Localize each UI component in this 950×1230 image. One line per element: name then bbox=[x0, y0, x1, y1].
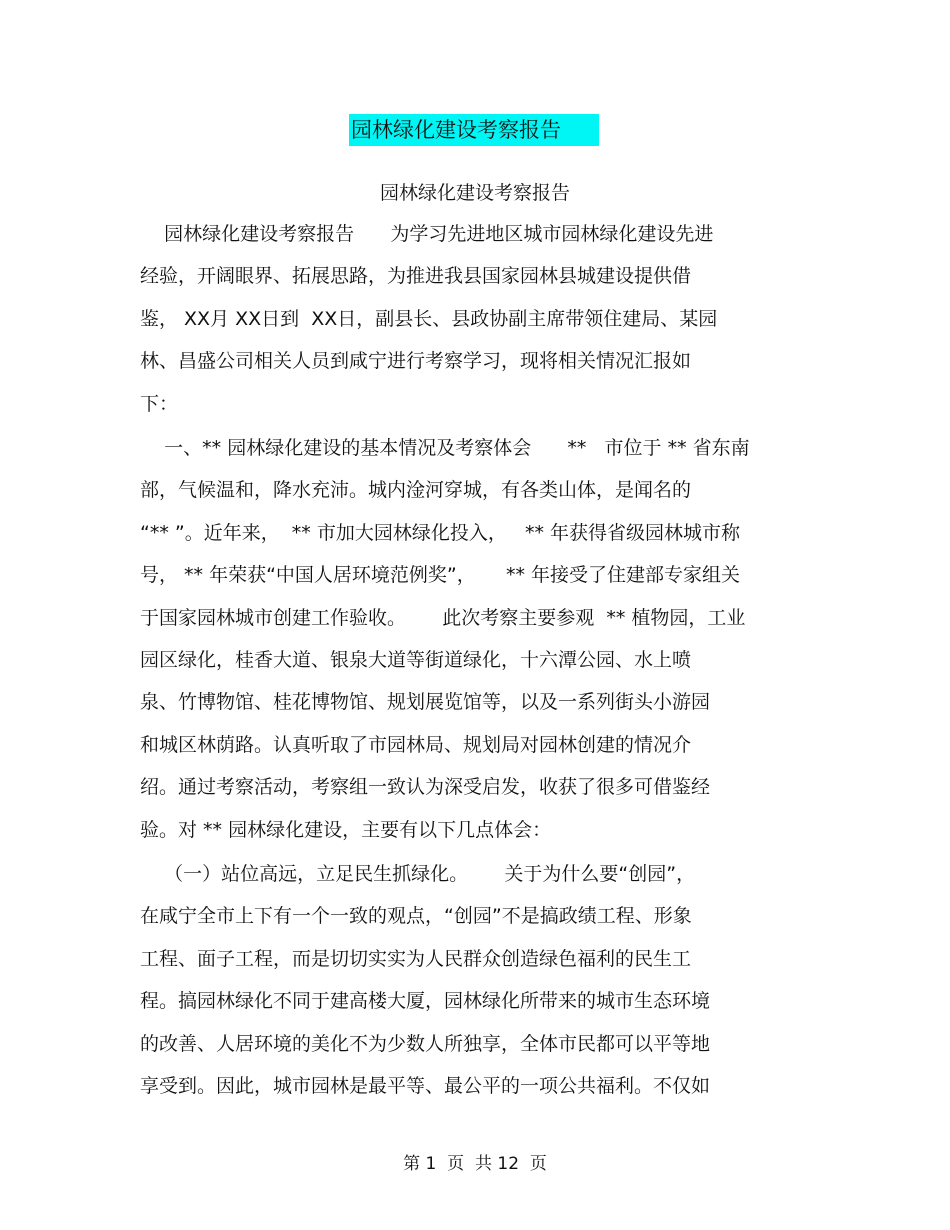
body-line: 在咸宁全市上下有一个一致的观点，“创园”不是搞政绩工程、形象 bbox=[140, 905, 692, 927]
body-line: （一）站位高远，立足民生抓绿化。 关于为什么要“创园”， bbox=[140, 863, 696, 885]
body-line: 园区绿化，桂香大道、银泉大道等街道绿化，十六潭公园、水上喷 bbox=[140, 649, 692, 671]
body-line: 享受到。因此，城市园林是最平等、最公平的一项公共福利。不仅如 bbox=[140, 1075, 711, 1097]
body-line: 园林绿化建设考察报告 为学习先进地区城市园林绿化建设先进 bbox=[140, 223, 714, 245]
body-line: 林、昌盛公司相关人员到咸宁进行考察学习，现将相关情况汇报如 bbox=[140, 350, 692, 372]
document-title: 园林绿化建设考察报告 bbox=[349, 114, 599, 146]
body-line: “** ”。近年来， ** 市加大园林绿化投入， ** 年获得省级园林城市称 bbox=[140, 522, 741, 544]
body-line: 经验，开阔眼界、拓展思路，为推进我县国家园林县城建设提供借 bbox=[140, 265, 692, 287]
body-line: 下： bbox=[140, 393, 179, 415]
body-line: 部，气候温和，降水充沛。城内淦河穿城，有各类山体，是闻名的 bbox=[140, 479, 692, 501]
document-subtitle: 园林绿化建设考察报告 bbox=[379, 182, 570, 204]
body-line: 鉴， XX月 XX日到 XX日，副县长、县政协副主席带领住建局、某园 bbox=[140, 308, 718, 330]
body-line: 绍。通过考察活动，考察组一致认为深受启发，收获了很多可借鉴经 bbox=[140, 776, 711, 798]
body-line: 工程、面子工程，而是切切实实为人民群众创造绿色福利的民生工 bbox=[140, 948, 692, 970]
body-line: 和城区林荫路。认真听取了市园林局、规划局对园林创建的情况介 bbox=[140, 734, 692, 756]
page-number-footer: 第 1 页 共 12 页 bbox=[403, 1154, 547, 1174]
body-line: 的改善、人居环境的美化不为少数人所独享，全体市民都可以平等地 bbox=[140, 1033, 711, 1055]
body-line: 泉、竹博物馆、桂花博物馆、规划展览馆等，以及一系列街头小游园 bbox=[140, 691, 711, 713]
body-line: 验。对 ** 园林绿化建设，主要有以下几点体会： bbox=[140, 819, 552, 841]
body-line: 程。搞园林绿化不同于建高楼大厦，园林绿化所带来的城市生态环境 bbox=[140, 990, 711, 1012]
body-line: 一、** 园林绿化建设的基本情况及考察体会 ** 市位于 ** 省东南 bbox=[140, 437, 750, 459]
body-line: 于国家园林城市创建工作验收。 此次考察主要参观 ** 植物园，工业 bbox=[140, 607, 746, 629]
body-line: 号， ** 年荣获“中国人居环境范例奖”， ** 年接受了住建部专家组关 bbox=[140, 564, 741, 586]
